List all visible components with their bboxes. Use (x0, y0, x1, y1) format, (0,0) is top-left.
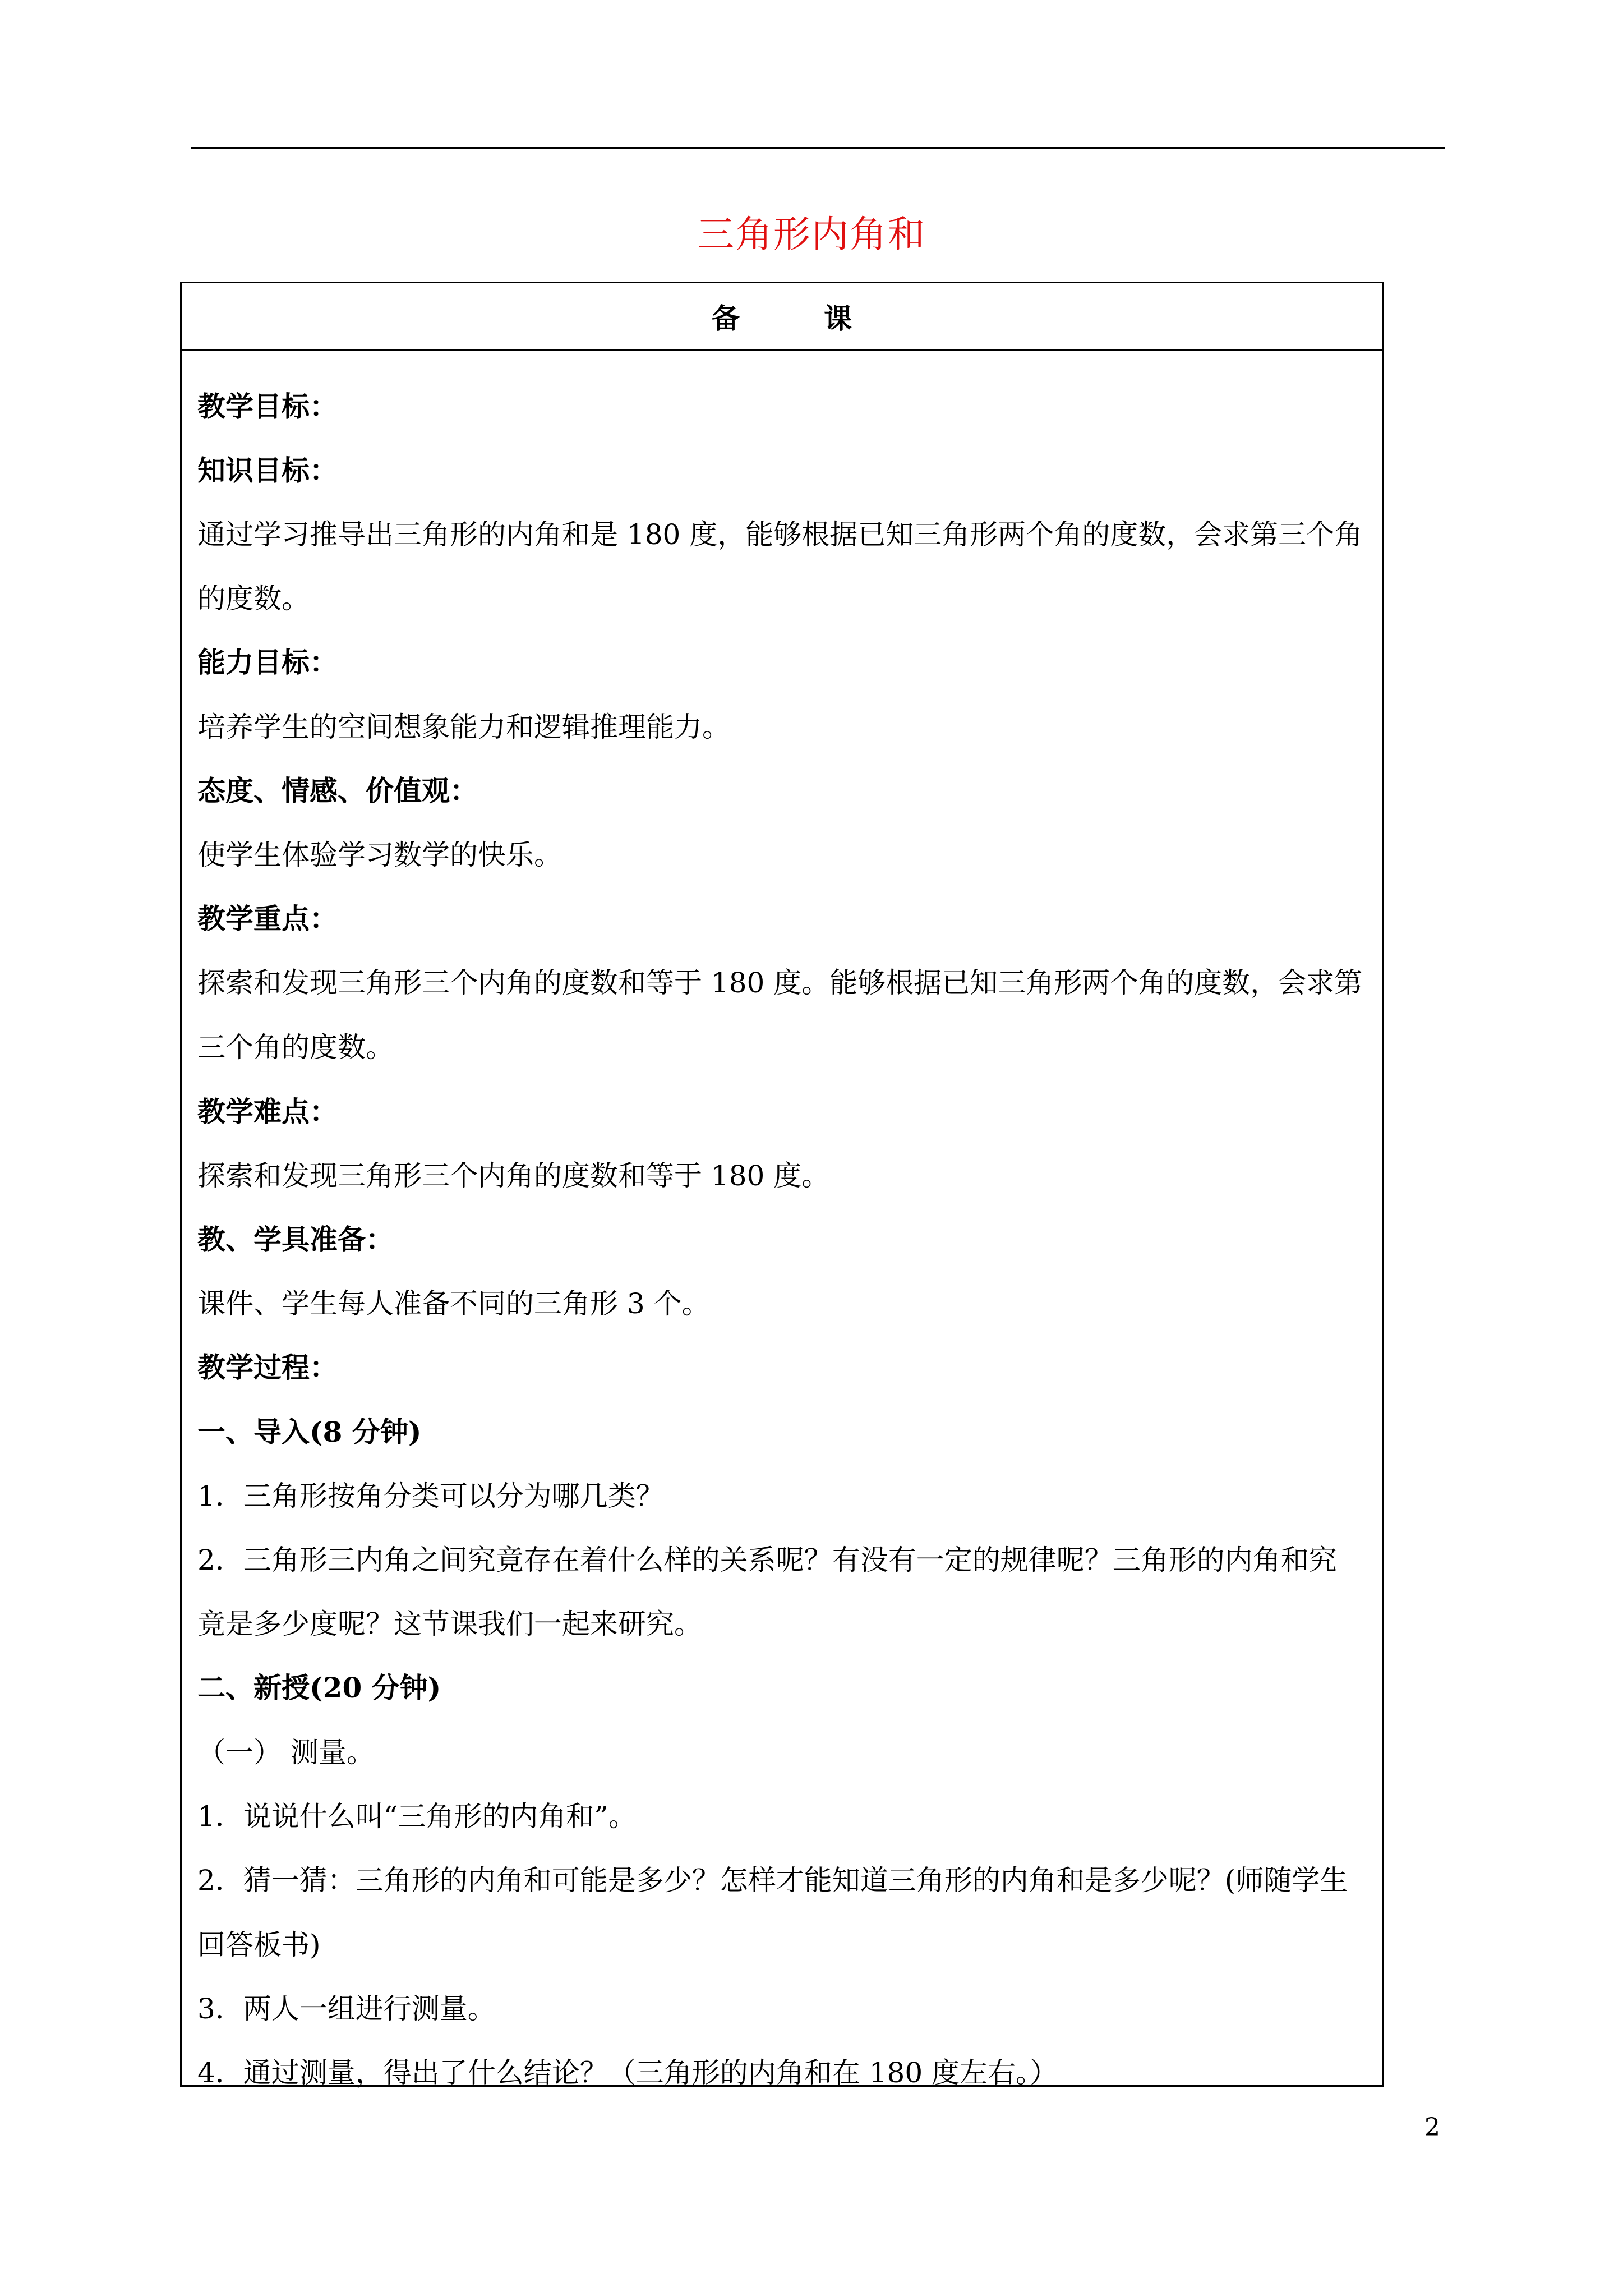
body-text-line: 的度数。 (197, 582, 310, 615)
section-heading: 教、学具准备： (197, 1223, 394, 1256)
document-title: 三角形内角和 (697, 213, 926, 256)
body-text-line: 回答板书) (197, 1929, 321, 1961)
body-text-line: 三个角的度数。 (197, 1031, 394, 1064)
body-text-line: 2．三角形三内角之间究竟存在着什么样的关系呢？有没有一定的规律呢？三角形的内角和究 (197, 1544, 1337, 1576)
body-text-line: 探索和发现三角形三个内角的度数和等于 180 度。 (197, 1159, 830, 1192)
body-text-line: 使学生体验学习数学的快乐。 (197, 839, 562, 871)
body-text-line: 通过学习推导出三角形的内角和是 180 度，能够根据已知三角形两个角的度数，会求第三个角 (197, 518, 1363, 551)
section-heading: 能力目标： (197, 646, 338, 679)
body-text-line: 培养学生的空间想象能力和逻辑推理能力。 (197, 711, 730, 743)
body-text-line: 竟是多少度呢？这节课我们一起来研究。 (197, 1608, 702, 1640)
section-heading: 教学重点： (197, 902, 338, 935)
section-heading: 二、新授(20 分钟) (197, 1671, 441, 1704)
body-text-line: 4．通过测量，得出了什么结论？（三角形的内角和在 180 度左右。） (197, 2056, 1058, 2089)
table-header: 备课 (182, 283, 1382, 351)
body-text-line: 3．两人一组进行测量。 (197, 1993, 496, 2025)
section-heading: 教学目标： (197, 390, 338, 423)
body-text-line: 1．说说什么叫“三角形的内角和”。 (197, 1800, 637, 1833)
header-rule (191, 147, 1445, 149)
section-heading: 教学难点： (197, 1095, 338, 1128)
body-text-line: 课件、学生每人准备不同的三角形 3 个。 (197, 1287, 710, 1320)
section-heading: 知识目标： (197, 454, 338, 487)
section-heading: 教学过程： (197, 1351, 338, 1384)
section-heading: 一、导入(8 分钟) (197, 1415, 422, 1448)
body-text-line: 2．猜一猜：三角形的内角和可能是多少？怎样才能知道三角形的内角和是多少呢？(师随学生 (197, 1864, 1348, 1897)
body-text-line: 探索和发现三角形三个内角的度数和等于 180 度。能够根据已知三角形两个角的度数，会求第 (197, 967, 1363, 999)
body-text-line: （一） 测量。 (197, 1736, 375, 1769)
lesson-plan-table (180, 282, 1384, 2087)
page-number: 2 (1424, 2113, 1440, 2142)
section-heading: 态度、情感、价值观： (197, 774, 478, 807)
body-text-line: 1．三角形按角分类可以分为哪几类？ (197, 1480, 664, 1512)
